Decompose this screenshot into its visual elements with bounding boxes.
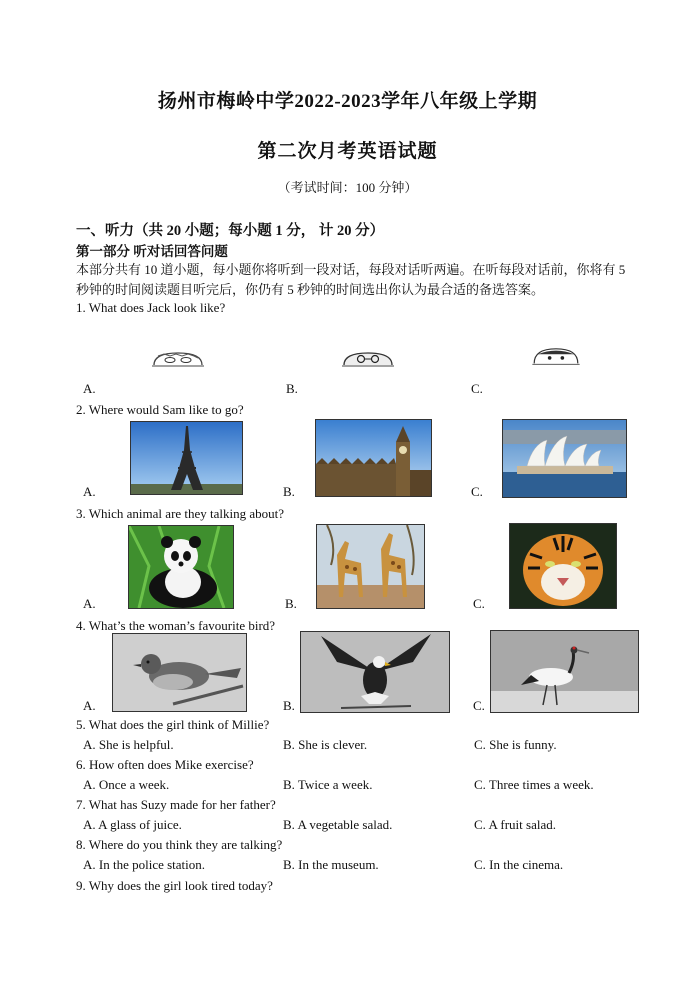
q1-option-c: C. [471, 381, 483, 396]
big-ben-photo [315, 419, 432, 497]
question-7: 7. What has Suzy made for her father? [76, 797, 276, 812]
songbird-photo [112, 633, 247, 712]
question-3: 3. Which animal are they talking about? [76, 506, 285, 521]
question-5: 5. What does the girl think of Millie? [76, 717, 270, 732]
q2-option-c: C. [471, 484, 483, 499]
q8-option-c: C. In the cinema. [474, 857, 564, 872]
q3-option-a: A. [83, 596, 96, 611]
question-4: 4. What’s the woman’s favourite bird? [76, 618, 276, 633]
q7-option-c: C. A fruit salad. [474, 817, 556, 832]
exam-time: （考试时间：100 分钟） [277, 180, 418, 195]
crane-photo [490, 630, 639, 713]
q5-option-b: B. She is clever. [283, 737, 368, 752]
q4-option-b: B. [283, 698, 295, 713]
face-b-icon [340, 349, 396, 374]
section-intro: 本部分共有 10 道小题，每小题你将听到一段对话，每段对话听两遍。在听每段对话前，你将有 5 秒钟的时间阅读题目听完后，你仍有 5 秒钟的时间选出你认为最合适的备选答案。 [76, 262, 626, 297]
eagle-photo [300, 631, 450, 713]
q4-option-c: C. [473, 698, 485, 713]
q1-option-a: A. [83, 381, 96, 396]
question-6: 6. How often does Mike exercise? [76, 757, 254, 772]
exam-subtitle: 第二次月考英语试题 [257, 141, 438, 162]
q8-option-a: A. In the police station. [83, 857, 206, 872]
q5-option-a: A. She is helpful. [83, 737, 174, 752]
eiffel-tower-photo [130, 421, 243, 495]
q7-option-b: B. A vegetable salad. [283, 817, 393, 832]
q6-option-a: A. Once a week. [83, 777, 170, 792]
tiger-photo [509, 523, 617, 609]
sydney-opera-house-photo [502, 419, 627, 498]
q6-option-b: B. Twice a week. [283, 777, 373, 792]
q5-option-c: C. She is funny. [474, 737, 557, 752]
q7-option-a: A. A glass of juice. [83, 817, 182, 832]
q4-option-a: A. [83, 698, 96, 713]
q3-option-b: B. [285, 596, 297, 611]
giraffes-photo [316, 524, 425, 609]
panda-photo [128, 525, 234, 609]
section-heading: 一、听力（共 20 小题；每小题 1 分， 计 20 分） [76, 223, 385, 239]
face-c-icon [528, 347, 584, 372]
question-1: 1. What does Jack look like? [76, 300, 226, 315]
q2-option-a: A. [83, 484, 96, 499]
q1-option-b: B. [286, 381, 298, 396]
question-9: 9. Why does the girl look tired today? [76, 878, 273, 893]
exam-title: 扬州市梅岭中学2022-2023学年八年级上学期 [157, 91, 538, 112]
q8-option-b: B. In the museum. [283, 857, 379, 872]
q3-option-c: C. [473, 596, 485, 611]
question-8: 8. Where do you think they are talking? [76, 837, 283, 852]
q2-option-b: B. [283, 484, 295, 499]
question-2: 2. Where would Sam like to go? [76, 402, 244, 417]
part-heading: 第一部分 听对话回答问题 [76, 244, 228, 259]
q6-option-c: C. Three times a week. [474, 777, 594, 792]
face-a-icon [150, 349, 206, 374]
